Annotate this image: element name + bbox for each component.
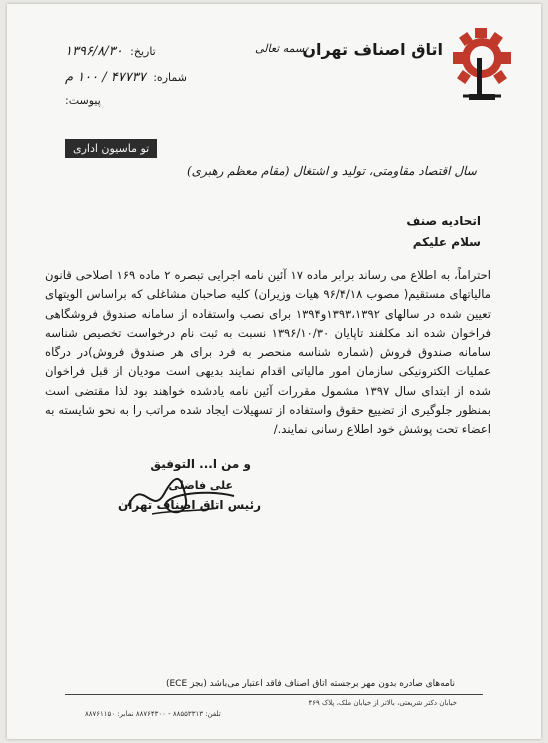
number-value: ۴۷۷۳۷ / ۱۰۰ م (65, 70, 146, 85)
footer-divider (65, 694, 483, 695)
chamber-logo-icon (451, 26, 513, 106)
automation-stamp: تو ماسیون اداری (65, 139, 157, 158)
organization-name: اتاق اصناف تهران (302, 40, 443, 59)
handwritten-signature (122, 466, 242, 526)
attachment-label: پیوست: (65, 94, 101, 107)
basmala: بسمه تعالی (255, 42, 308, 55)
signer-name: علی فاضلی (168, 479, 233, 492)
letter-body: احتراماً، به اطلاع می رساند برابر ماده ۱۷ آئین نامه اجرایی تبصره ۲ ماده ۱۶۹ اصلاحی قانون مالیاتهای مستقیم( مصوب ۹۶/۴/۱۸ هیات وزیران) کلیه صاحبان مشاغلی که براساس الویتهای تعیین شده در سالهای ۱۳۹۳،۱۳۹۲و۱۳۹۴ برای نصب واستفاده از سامانه صندوق فروشگاهی فراخوان شده اند مکلفند تاپایان ۱۳۹۶/۱۰/۳۰ نسبت به ثبت نام درخواست تخصیص شناسه سامانه صندوق فروش (شماره شناسه منحصر به فرد برای هر صندوق فروش)در درگاه عملیات الکترونیکی سازمان امور مالیاتی اقدام نمایند بدیهی است مودیان از قبل فراخوان شده از ابتدای سال ۱۳۹۷ مشمول مقررات آئین نامه یادشده خواهند بود لذا مقتضی است بمنظور جلوگیری از تضییع حقوق واستفاده از تسهیلات ایجاد شده مراتب را به نحو شایسته به اعضاء تحت پوشش خود اطلاع رسانی نمایند./ (45, 268, 492, 437)
closing-phrase: و من ا... التوفیق (150, 457, 251, 471)
signer-title: رئیس اتاق اصناف تهران (118, 498, 261, 512)
attachment-field (65, 94, 101, 107)
date-value: ۱۳۹۶/۸/۳۰ (65, 44, 123, 59)
date-field (65, 44, 156, 59)
greeting: سلام علیکم (412, 235, 481, 249)
date-label: تاریخ: (130, 45, 156, 58)
footer-phone: تلفن: ۸۸۵۵۳۳۱۳ - ۸۸۷۶۴۳۰۰ نمابر: ۸۸۷۶۱۱۵۰ (85, 710, 221, 718)
number-label: شماره: (153, 71, 187, 84)
footer-notice: نامه‌های صادره بدون مهر برجسته اتاق اصناف فاقد اعتبار می‌باشد (بجز ECE) (165, 679, 455, 689)
footer-address: خیابان دکتر شریعتی، بالاتر از خیابان ملک، پلاک ۴۶۹ (308, 699, 457, 707)
recipient: اتحادیه صنف (406, 214, 481, 228)
letter-sheet (7, 4, 541, 739)
year-motto: سال اقتصاد مقاومتی، تولید و اشتغال (مقام معظم رهبری) (187, 164, 477, 178)
number-field (65, 70, 187, 85)
